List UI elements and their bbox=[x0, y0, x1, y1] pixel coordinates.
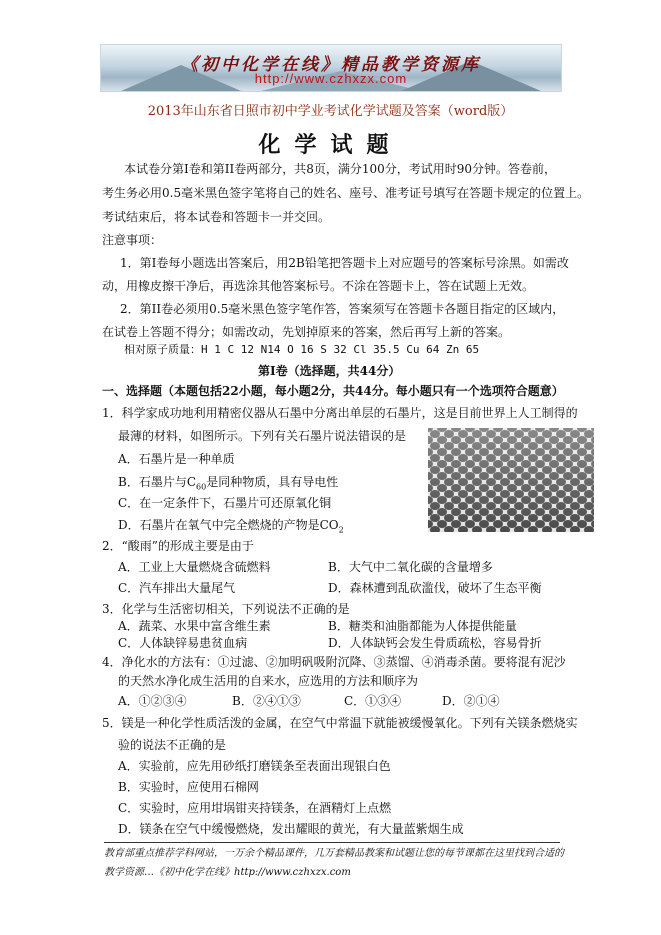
question-1-stem: 最薄的材料，如图所示。下列有关石墨片说法错误的是 bbox=[118, 429, 407, 443]
question-4-option-d: D．②①④ bbox=[442, 694, 500, 708]
question-5-option-a: A．实验前，应先用砂纸打磨镁条至表面出现银白色 bbox=[118, 759, 391, 773]
question-1-option-d bbox=[118, 518, 344, 537]
banner-url[interactable]: http://www.czhxzx.com bbox=[254, 71, 408, 86]
footer-text: 教学资源…《初中化学在线》 bbox=[104, 867, 234, 878]
option-subscript: 2 bbox=[338, 525, 344, 535]
footer-line: 教育部重点推荐学科网站，一万余个精品课件，几万套精品教案和试题让您的每节课都在这里找到合适的 bbox=[104, 848, 564, 859]
intro-line: 考试结束后，将本试卷和答题卡一并交回。 bbox=[102, 210, 331, 224]
notice-line: 在试卷上答题不得分；如需改动，先划掉原来的答案，然后再写上新的答案。 bbox=[102, 325, 511, 339]
banner-title: 《初中化学在线》精品教学资源库 bbox=[181, 55, 481, 75]
question-3-option-d: D．人体缺钙会发生骨质疏松，容易骨折 bbox=[328, 636, 542, 650]
intro-line: 考生务必用0.5毫米黑色签字笔将自己的姓名、座号、准考证号填写在答题卡规定的位置上。 bbox=[102, 186, 590, 200]
option-text: B．石墨片与C bbox=[118, 475, 197, 489]
question-2-option-c: C．汽车排出大量尾气 bbox=[118, 581, 236, 595]
document-title: 2013年山东省日照市初中学业考试化学试题及答案（word版） bbox=[147, 104, 514, 119]
notice-label: 注意事项： bbox=[102, 233, 163, 247]
question-4-stem: 的天然水净化成生活用的自来水，应选用的方法和顺序为 bbox=[118, 674, 419, 688]
notice-line: 1．第I卷每小题选出答案后，用2B铅笔把答题卡上对应题号的答案标号涂黑。如需改 bbox=[120, 256, 569, 270]
question-5-option-b: B．实验时，应使用石棉网 bbox=[118, 780, 259, 794]
question-5-stem: 验的说法不正确的是 bbox=[118, 738, 227, 752]
question-3-stem: 3．化学与生活密切相关，下列说法不正确的是 bbox=[102, 602, 350, 616]
footer-line bbox=[104, 866, 351, 879]
question-2-option-d: D．森林遭到乱砍滥伐，破坏了生态平衡 bbox=[328, 581, 542, 595]
graphene-lattice bbox=[428, 428, 594, 532]
option-subscript: 60 bbox=[196, 482, 207, 492]
question-3-option-c: C．人体缺锌易患贫血病 bbox=[118, 636, 248, 650]
question-2-option-a: A．工业上大量燃烧含硫燃料 bbox=[118, 560, 271, 574]
question-5-stem: 5．镁是一种化学性质活泼的金属，在空气中常温下就能被缓慢氧化。下列有关镁条燃烧实 bbox=[102, 716, 578, 730]
question-1-option-c: C．在一定条件下，石墨片可还原氧化铜 bbox=[118, 496, 332, 510]
header-banner bbox=[100, 44, 562, 92]
question-1-option-a: A．石墨片是一种单质 bbox=[118, 452, 235, 466]
question-3-option-a: A．蔬菜、水果中富含维生素 bbox=[118, 619, 271, 633]
notice-line: 2．第II卷必须用0.5毫米黑色签字笔作答，答案须写在答题卡各题目指定的区域内， bbox=[120, 302, 565, 316]
footer-url[interactable]: http://www.czhxzx.com bbox=[234, 867, 351, 878]
option-text: D．石墨片在氧气中完全燃烧的产物是CO bbox=[118, 518, 339, 532]
exam-title: 化学试题 bbox=[258, 132, 403, 158]
question-5-option-d: D．镁条在空气中缓慢燃烧，发出耀眼的黄光，有大量蓝紫烟生成 bbox=[118, 822, 464, 836]
section1-heading: 一、选择题（本题包括22小题，每小题2分，共44分。每小题只有一个选项符合题意） bbox=[102, 384, 564, 398]
question-4-option-b: B．②④①③ bbox=[232, 694, 301, 708]
atomic-mass-line: 相对原子质量：H 1 C 12 N14 O 16 S 32 Cl 35.5 Cu 64 Zn 65 bbox=[124, 343, 480, 356]
intro-line: 本试卷分第I卷和第II卷两部分，共8页，满分100分，考试用时90分钟。答卷前， bbox=[124, 162, 557, 176]
question-4-stem: 4．净化水的方法有：①过滤、②加明矾吸附沉降、③蒸馏、④消毒杀菌。要将混有泥沙 bbox=[102, 655, 566, 669]
graphene-image bbox=[428, 428, 594, 532]
option-text: 是同种物质，具有导电性 bbox=[206, 475, 339, 489]
question-4-option-a: A．①②③④ bbox=[118, 694, 187, 708]
part1-title: 第I卷（选择题，共44分） bbox=[258, 364, 401, 378]
question-2-stem: 2．“酸雨”的形成主要是由于 bbox=[102, 539, 254, 553]
question-1-stem: 1．科学家成功地利用精密仪器从石墨中分离出单层的石墨片，这是目前世界上人工制得的 bbox=[102, 406, 578, 420]
question-4-option-c: C．①③④ bbox=[344, 694, 402, 708]
notice-line: 动，用橡皮擦干净后，再选涂其他答案标号。不涂在答题卡上，答在试题上无效。 bbox=[102, 279, 535, 293]
question-2-option-b: B．大气中二氧化碳的含量增多 bbox=[328, 560, 493, 574]
question-1-option-b bbox=[118, 475, 338, 494]
question-3-option-b: B．糖类和油脂都能为人体提供能量 bbox=[328, 619, 517, 633]
footer-divider bbox=[104, 842, 560, 843]
question-5-option-c: C．实验时，应用坩埚钳夹持镁条，在酒精灯上点燃 bbox=[118, 801, 392, 815]
